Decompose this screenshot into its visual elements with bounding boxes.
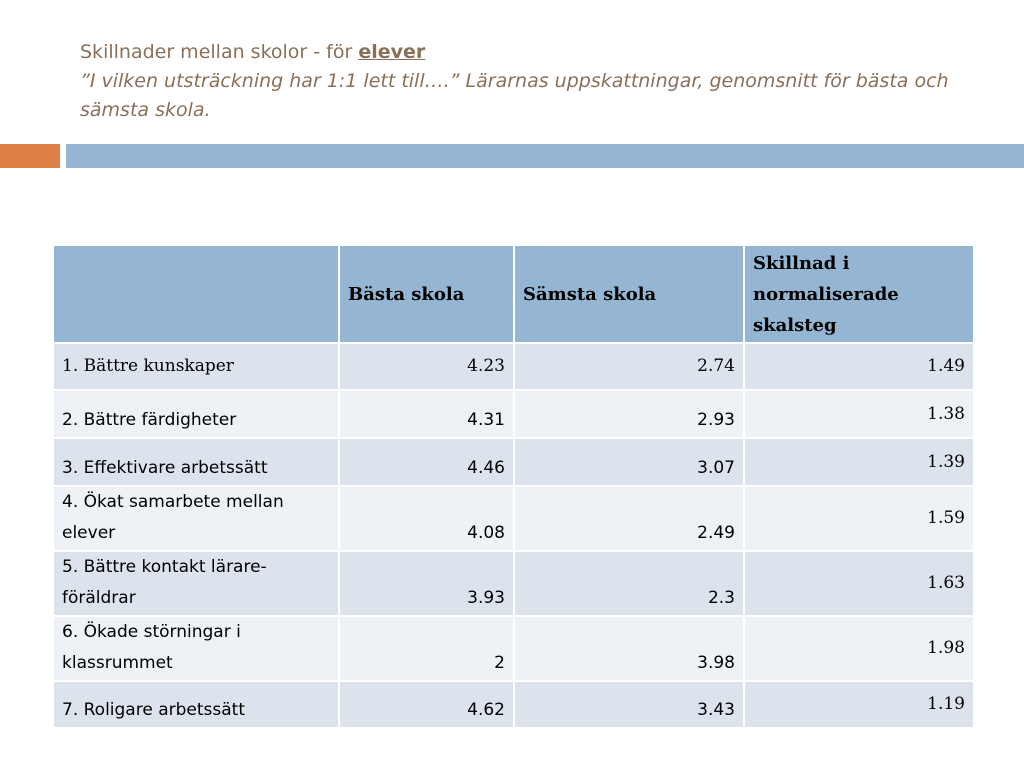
row-label: 5. Bättre kontakt lärare-föräldrar xyxy=(53,551,339,616)
cell-best: 4.62 xyxy=(339,681,514,728)
cell-best: 4.46 xyxy=(339,438,514,486)
cell-best: 4.23 xyxy=(339,343,514,390)
cell-diff: 1.49 xyxy=(744,343,974,390)
table-row xyxy=(53,486,974,551)
title-emphasis: elever xyxy=(358,41,426,63)
cell-best: 2 xyxy=(339,616,514,681)
table-row xyxy=(53,438,974,486)
cell-diff: 1.63 xyxy=(744,551,974,616)
accent-bar-orange xyxy=(0,144,60,168)
header-empty xyxy=(53,245,339,343)
cell-best: 4.31 xyxy=(339,390,514,438)
cell-worst: 2.74 xyxy=(514,343,744,390)
table-row xyxy=(53,343,974,390)
row-label: 1. Bättre kunskaper xyxy=(53,343,339,390)
header-difference: Skillnad i normaliserade skalsteg xyxy=(744,245,974,343)
cell-diff: 1.19 xyxy=(744,681,974,728)
cell-worst: 3.98 xyxy=(514,616,744,681)
cell-best: 3.93 xyxy=(339,551,514,616)
table-header-row xyxy=(53,245,974,343)
table-row xyxy=(53,390,974,438)
row-label: 6. Ökade störningar i klassrummet xyxy=(53,616,339,681)
title-line-1: Skillnader mellan skolor - för elever xyxy=(80,41,426,63)
cell-worst: 3.07 xyxy=(514,438,744,486)
header-worst-school: Sämsta skola xyxy=(514,245,744,343)
cell-best: 4.08 xyxy=(339,486,514,551)
cell-diff: 1.98 xyxy=(744,616,974,681)
row-label: 2. Bättre färdigheter xyxy=(53,390,339,438)
cell-diff: 1.38 xyxy=(744,390,974,438)
comparison-table xyxy=(52,244,975,729)
row-label: 3. Effektivare arbetssätt xyxy=(53,438,339,486)
header-best-school: Bästa skola xyxy=(339,245,514,343)
cell-diff: 1.39 xyxy=(744,438,974,486)
row-label: 7. Roligare arbetssätt xyxy=(53,681,339,728)
accent-bar-blue xyxy=(66,144,1024,168)
cell-worst: 2.49 xyxy=(514,486,744,551)
cell-worst: 3.43 xyxy=(514,681,744,728)
slide-title xyxy=(80,38,980,125)
table-row xyxy=(53,551,974,616)
cell-worst: 2.93 xyxy=(514,390,744,438)
table-row xyxy=(53,681,974,728)
title-subtitle: ”I vilken utsträckning har 1:1 lett till….” Lärarnas uppskattningar, genomsnitt för bästa och sämsta skola. xyxy=(80,70,949,121)
cell-diff: 1.59 xyxy=(744,486,974,551)
table-row xyxy=(53,616,974,681)
row-label: 4. Ökat samarbete mellan elever xyxy=(53,486,339,551)
cell-worst: 2.3 xyxy=(514,551,744,616)
